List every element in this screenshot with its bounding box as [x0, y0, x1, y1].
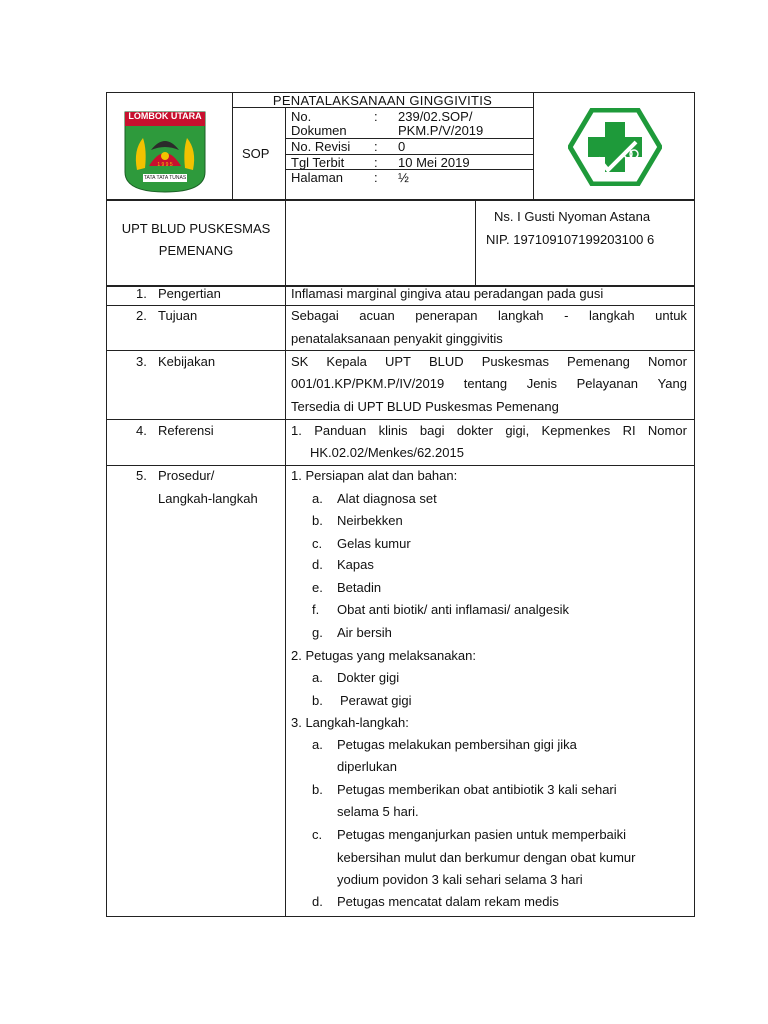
tujuan-line1: Sebagai acuan penerapan langkah - langkah untuk — [291, 308, 687, 323]
kebijakan-line3: Tersedia di UPT BLUD Puskesmas Pemenang — [291, 399, 559, 414]
section-label-pengertian: Pengertian — [158, 286, 221, 301]
p3-item-line: Petugas menganjurkan pasien untuk memperbaiki — [337, 827, 627, 842]
section-label-prosedur-2: Langkah-langkah — [158, 491, 258, 506]
kebijakan-line2: 001/01.KP/PKM.P/IV/2019 tentang Jenis Pelayanan Yang — [291, 376, 687, 391]
info-value-halaman: ½ — [398, 170, 409, 185]
p2-item-text: Perawat gigi — [340, 693, 412, 708]
p3-item-line: selama 5 hari. — [337, 804, 419, 819]
p1-item-mark: a. — [312, 491, 323, 506]
p1-item-mark: b. — [312, 513, 323, 528]
info-colon-terbit: : — [374, 155, 378, 170]
referensi-line1: 1. Panduan klinis bagi dokter gigi, Kepmenkes RI Nomor — [291, 423, 687, 438]
lombok-utara-logo — [123, 110, 207, 194]
logo-motto: TATA TATA TUNAS — [143, 175, 187, 181]
prosedur-p2-heading: 2. Petugas yang melaksanakan: — [291, 648, 477, 663]
info-label-terbit: Tgl Terbit — [291, 155, 345, 170]
p3-item-mark: a. — [312, 737, 323, 752]
p1-item-mark: d. — [312, 557, 323, 572]
p1-item-text: Alat diagnosa set — [337, 491, 437, 506]
section-label-referensi: Referensi — [158, 423, 214, 438]
info-value-revisi: 0 — [398, 139, 406, 154]
p3-item-line: diperlukan — [337, 759, 397, 774]
info-value-dokumen: PKM.P/V/2019 — [398, 123, 484, 138]
p1-item-mark: g. — [312, 625, 323, 640]
section-num-referensi: 4. — [136, 423, 147, 438]
info-value-terbit: 10 Mei 2019 — [398, 155, 470, 170]
section-label-prosedur: Prosedur/ — [158, 468, 215, 483]
signer-name: Ns. I Gusti Nyoman Astana — [494, 209, 651, 224]
p3-item-mark: c. — [312, 827, 323, 842]
section-num-tujuan: 2. — [136, 308, 147, 323]
org-name-line2: PEMENANG — [158, 243, 234, 258]
p1-item-mark: e. — [312, 580, 323, 595]
referensi-line2: HK.02.02/Menkes/62.2015 — [310, 445, 464, 460]
logo-seal: 1 9 9 5 — [157, 162, 173, 168]
document-title: PENATALAKSANAAN GINGGIVITIS — [272, 93, 493, 108]
p1-item-mark: c. — [312, 536, 323, 551]
sop-label: SOP — [242, 146, 270, 161]
p1-item-text: Kapas — [337, 557, 374, 572]
p3-item-line: Petugas melakukan pembersihan gigi jika — [337, 737, 577, 752]
p3-item-line: yodium povidon 3 kali sehari selama 3 hari — [337, 872, 583, 887]
info-colon-revisi: : — [374, 139, 378, 154]
info-value-no: 239/02.SOP/ — [398, 109, 473, 124]
p3-item-line: Petugas mencatat dalam rekam medis — [337, 894, 559, 909]
info-label-no: No. — [291, 109, 312, 124]
section-label-tujuan: Tujuan — [158, 308, 198, 323]
logo-title: LOMBOK UTARA — [128, 111, 202, 121]
info-colon-no: : — [374, 109, 378, 124]
puskesmas-cross-logo — [568, 108, 662, 186]
p3-item-mark: b. — [312, 782, 323, 797]
pengertian-text: Inflamasi marginal gingiva atau peradangan pada gusi — [291, 286, 604, 301]
info-label-revisi: No. Revisi — [291, 139, 351, 154]
section-label-kebijakan: Kebijakan — [158, 354, 216, 369]
prosedur-p3-heading: 3. Langkah-langkah: — [291, 715, 409, 730]
p1-item-text: Neirbekken — [337, 513, 403, 528]
p3-item-line: Petugas memberikan obat antibiotik 3 kali sehari — [337, 782, 617, 797]
p2-item-mark: a. — [312, 670, 323, 685]
p3-item-line: kebersihan mulut dan berkumur dengan obat kumur — [337, 850, 636, 865]
p1-item-text: Air bersih — [337, 625, 392, 640]
p1-item-text: Obat anti biotik/ anti inflamasi/ analgesik — [337, 602, 569, 617]
p1-item-text: Betadin — [337, 580, 382, 595]
p3-item-mark: d. — [312, 894, 323, 909]
section-num-kebijakan: 3. — [136, 354, 147, 369]
info-colon-halaman: : — [374, 170, 378, 185]
section-num-pengertian: 1. — [136, 286, 147, 301]
section-num-prosedur: 5. — [136, 468, 147, 483]
org-name-line1: UPT BLUD PUSKESMAS — [121, 221, 271, 236]
tujuan-line2: penatalaksanaan penyakit ginggivitis — [291, 331, 503, 346]
p2-item-mark: b. — [312, 693, 323, 708]
info-label-halaman: Halaman — [291, 170, 344, 185]
signer-nip: NIP. 197109107199203100 6 — [486, 232, 655, 247]
prosedur-p1-heading: 1. Persiapan alat dan bahan: — [291, 468, 458, 483]
p2-item-text: Dokter gigi — [337, 670, 400, 685]
info-label-dokumen: Dokumen — [291, 123, 347, 138]
kebijakan-line1: SK Kepala UPT BLUD Puskesmas Pemenang Nomor — [291, 354, 687, 369]
p1-item-mark: f. — [312, 602, 320, 617]
p1-item-text: Gelas kumur — [337, 536, 411, 551]
